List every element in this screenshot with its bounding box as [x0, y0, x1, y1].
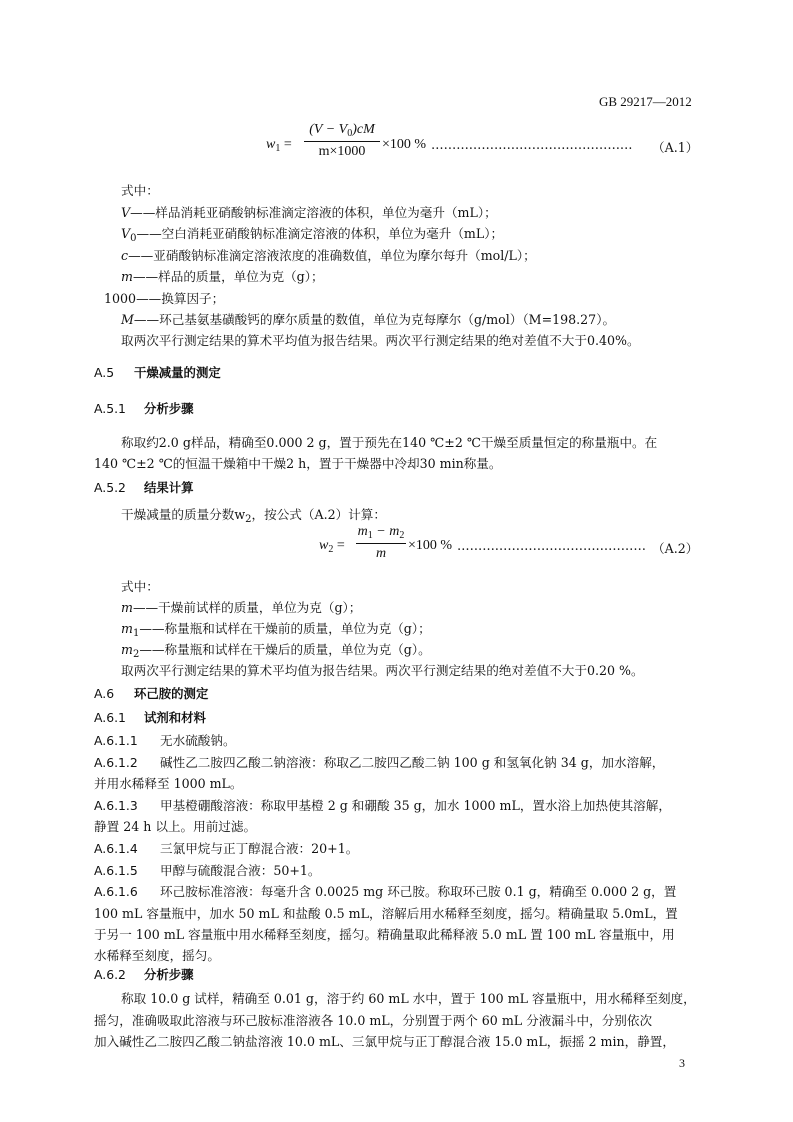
a51-para-line-1: 称取约2.0 g样品，精确至0.000 2 g，置于预先在140 ℃±2 ℃干燥至质量恒定的称量瓶中。在: [121, 435, 658, 450]
formula-a2-denominator: m: [375, 546, 387, 561]
heading-a51: A.5.1 分析步骤: [94, 401, 194, 416]
page-number: 3: [679, 1056, 685, 1070]
a62-para-line-1: 称取 10.0 g 试样，精确至 0.01 g，溶于约 60 mL 水中，置于 100 mL 容量瓶中，用水稀释至刻度，: [121, 991, 696, 1006]
where2-intro: 式中：: [121, 579, 159, 594]
formula-a2-leader: ………………………………………: [457, 538, 646, 553]
standard-code: GB 29217—2012: [599, 94, 692, 109]
formula-a1-denominator: m×1000: [318, 144, 366, 159]
heading-a52: A.5.2 结果计算: [94, 480, 194, 495]
formula-a1-numerator: $(V - V_0)cM$: [309, 122, 375, 139]
a62-para-line-2: 摇匀，准确吸取此溶液与环己胺标准溶液各 10.0 mL，分别置于两个 60 mL 分液漏斗中，分别依次: [94, 1013, 653, 1028]
formula-a1-label: （A.1）: [652, 140, 699, 155]
formula-a1-lhs: $w_1$ =: [266, 137, 292, 154]
reagent-a612-line-2: 并用水稀释至 1000 mL。: [94, 776, 243, 791]
heading-a6: A.6 环己胺的测定: [94, 686, 209, 701]
where1-item-m: m——样品的质量，单位为克（g）；: [121, 269, 324, 284]
reagent-a615: A.6.1.5 甲醇与硫酸混合液：50+1。: [94, 863, 321, 878]
formula-a2-numerator: $m_1 - m_2$: [357, 524, 405, 541]
formula-a2-lhs: $w_2$ =: [319, 538, 345, 555]
reagent-a613-line-2: 静置 24 h 以上。用前过滤。: [94, 819, 257, 834]
where1-intro: 式中：: [121, 183, 159, 198]
heading-a62: A.6.2 分析步骤: [94, 967, 194, 982]
reagent-a616-line-4: 水稀释至刻度，摇匀。: [94, 948, 220, 963]
where1-item-v: V——样品消耗亚硝酸钠标准滴定溶液的体积，单位为毫升（mL）；: [121, 205, 497, 220]
reagent-a616-line-2: 100 mL 容量瓶中，加水 50 mL 和盐酸 0.5 mL，溶解后用水稀释至刻度，摇匀。精确量取 5.0mL，置: [94, 906, 678, 921]
where1-item-c: c——亚硝酸钠标准滴定溶液浓度的准确数值，单位为摩尔每升（mol/L）；: [121, 248, 536, 263]
reagent-a616-line-3: 于另一 100 mL 容量瓶中用水稀释至刻度，摇匀。精确量取此稀释液 5.0 mL 置 100 mL 容量瓶中，用: [94, 927, 675, 942]
reagent-a616-line-1: A.6.1.6 环己胺标准溶液：每毫升含 0.0025 mg 环己胺。称取环己胺 0.1 g，精确至 0.000 2 g，置: [94, 884, 677, 899]
formula-a1-factor: ×100 %: [382, 137, 427, 152]
where2-conclusion: 取两次平行测定结果的算术平均值为报告结果。两次平行测定结果的绝对差值不大于0.20 %。: [121, 663, 644, 678]
heading-a5: A.5 干燥减量的测定: [94, 365, 221, 380]
a62-para-line-3: 加入碱性乙二胺四乙酸二钠盐溶液 10.0 mL、三氯甲烷与正丁醇混合液 15.0 mL，振摇 2 min，静置，: [94, 1034, 675, 1049]
formula-a1-fraction: [304, 122, 380, 160]
where1-item-v0: $V_0——$空白消耗亚硝酸钠标准滴定溶液的体积，单位为毫升（mL）；: [121, 226, 504, 244]
heading-a61: A.6.1 试剂和材料: [94, 710, 206, 725]
reagent-a611: A.6.1.1 无水硫酸钠。: [94, 733, 236, 748]
formula-a2-fraction: [356, 524, 406, 562]
where2-item-m2: $m_2——$称量瓶和试样在干燥后的质量，单位为克（g）。: [121, 642, 431, 660]
formula-a1-leader: …………………………………………: [431, 137, 633, 152]
a52-intro: 干燥减量的质量分数$w_2$，按公式（A.2）计算：: [121, 507, 386, 525]
where2-item-m1: $m_1——$称量瓶和试样在干燥前的质量，单位为克（g）；: [121, 621, 431, 639]
formula-a2-factor: ×100 %: [408, 538, 453, 553]
reagent-a613-line-1: A.6.1.3 甲基橙硼酸溶液：称取甲基橙 2 g 和硼酸 35 g，加水 1000 mL，置水浴上加热使其溶解，: [94, 798, 671, 813]
reagent-a614: A.6.1.4 三氯甲烷与正丁醇混合液：20+1。: [94, 841, 359, 856]
where2-item-m: m——干燥前试样的质量，单位为克（g）；: [121, 600, 362, 615]
reagent-a612-line-1: A.6.1.2 碱性乙二胺四乙酸二钠溶液：称取乙二胺四乙酸二钠 100 g 和氢氧化钠 34 g，加水溶解，: [94, 755, 665, 770]
formula-a2-label: （A.2）: [652, 541, 699, 556]
a51-para-line-2: 140 ℃±2 ℃的恒温干燥箱中干燥2 h，置于干燥器中冷却30 min称量。: [94, 456, 502, 471]
where1-item-M: M——环己基氨基磺酸钙的摩尔质量的数值，单位为克每摩尔（g/mol）（M=198.27）。: [121, 312, 616, 327]
where1-item-1000: 1000——换算因子；: [104, 291, 225, 306]
where1-conclusion: 取两次平行测定结果的算术平均值为报告结果。两次平行测定结果的绝对差值不大于0.40%。: [121, 333, 640, 348]
